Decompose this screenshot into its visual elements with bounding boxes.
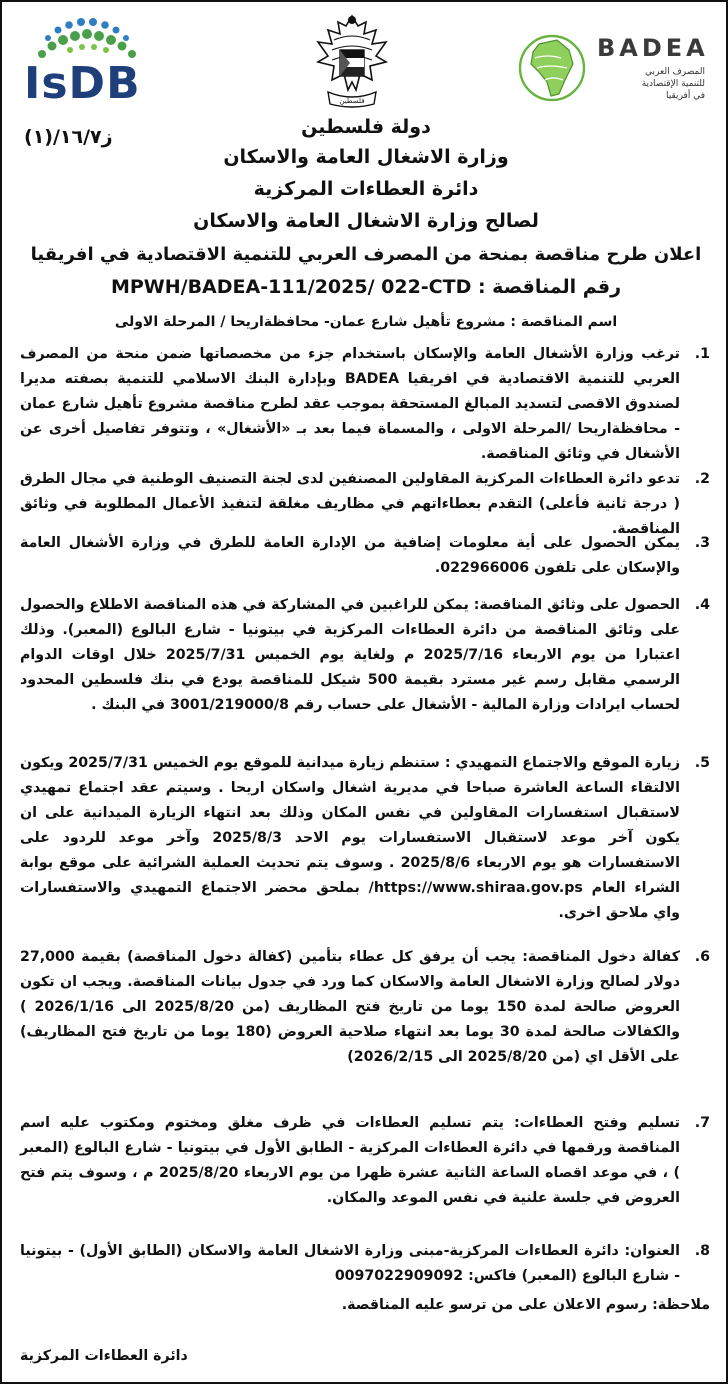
badea-logo	[517, 28, 717, 108]
item-number: 7.	[694, 1115, 710, 1131]
item-text: تسليم وفتح العطاءات: يتم تسليم العطاءات في ظرف مغلق ومختوم ومكتوب عليه اسم المناقصة ورقمها في دائرة العطاءات المركزية - الطابق الأول في بيتونيا - شارع البالوع (المعبر ) ، في موعد اقصاه الساعة الثانية عشرة ظهرا من يوم الاربعاء 2025/8/20 م ، وسوف يتم فتح العروض في جلسة علنية في نفس الموعد والمكان.	[20, 1115, 681, 1206]
item-text: زيارة الموقع والاجتماع التمهيدي : ستنظم زيارة ميدانية للموقع يوم الخميس 2025/7/31 ويكون الالتقاء الساعة العاشرة صباحا في مديرية اشغال واسكان اريحا . وسيتم عقد اجتماع تمهيدي لاستقبال استفسارات المقاولين في نفس المكان وذلك بعد انتهاء الزيارة الميدانية على ان يكون آخر موعد لاستقبال الاستفسارات يوم الاحد 2025/8/3 وآخر موعد للردود على الاستفسارات هو يوم الاربعاء 2025/8/6 . وسوف يتم تحديث العملية الشرائية على موقع بوابة الشراء العام https://www.shiraa.gov.ps/ بملحق محضر الاجتماع التمهيدي والاستفسارات واي ملاحق اخرى.	[20, 755, 680, 921]
item-number: 3.	[694, 535, 710, 551]
signature: دائرة العطاءات المركزية	[20, 1348, 188, 1364]
badea-sub-line: المصرف العربي	[645, 67, 705, 77]
africa-map-icon	[517, 28, 587, 108]
emblem-caption: فلسطين	[339, 97, 365, 105]
header-beneficiary: لصالح وزارة الاشغال العامة والاسكان	[193, 210, 539, 232]
logo-bar	[2, 8, 728, 118]
isdb-logo	[20, 14, 152, 112]
list-item	[20, 342, 710, 467]
badea-subtitle	[642, 66, 705, 102]
list-item	[20, 1239, 710, 1293]
item-number: 2.	[694, 471, 710, 487]
badea-sub-line: في أفريقيا	[666, 91, 705, 101]
list-item	[20, 945, 710, 1111]
tender-name: اسم المناقصة : مشروع تأهيل شارع عمان- محافظةاريحا / المرحلة الاولى	[114, 314, 618, 330]
note: ملاحظة: رسوم الاعلان على من ترسو عليه المناقصة.	[341, 1297, 710, 1313]
list-item	[20, 593, 710, 751]
header-state: دولة فلسطين	[301, 116, 431, 138]
item-text: تدعو دائرة العطاءات المركزية المقاولين المصنفين لدى لجنة التصنيف الوطنية في مجال الطرق ( درجة ثانية فأعلى) التقدم بعطاءاتهم في مظاريف مغلقة لتنفيذ الأعمال المطلوبة في وثائق المناقصة.	[20, 471, 680, 537]
item-number: 5.	[694, 755, 710, 771]
item-number: 1.	[694, 346, 710, 362]
item-text: الحصول على وثائق المناقصة: يمكن للراغبين في المشاركة في هذه المناقصة الاطلاع والحصول على وثائق المناقصة من دائرة العطاءات المركزية في بيتونيا - شارع البالوع (المعبر). وذلك اعتبارا من يوم الاربعاء 2025/7/16 م ولغاية يوم الخميس 2025/7/31 خلال اوقات الدوام الرسمي مقابل رسم غير مسترد بقيمة 500 شيكل للمناقصة يودع في بنك فلسطين المحدود لحساب ايرادات وزارة المالية - الأشغال على حساب رقم 3001/219000/8 في البنك .	[20, 597, 681, 713]
isdb-wordmark: IsDB	[24, 58, 141, 109]
list-item	[20, 751, 710, 945]
isdb-dots-icon	[30, 16, 142, 62]
item-number: 4.	[694, 597, 710, 613]
item-text: يمكن الحصول على أية معلومات إضافية من الإدارة العامة للطرق في وزارة الأشغال العامة والإسكان على تلفون 022966006.	[20, 535, 680, 576]
header-announcement: اعلان طرح مناقصة بمنحة من المصرف العربي للتنمية الاقتصادية في افريقيا	[30, 244, 702, 265]
badea-wordmark: BADEA	[597, 34, 709, 62]
palestine-emblem-icon	[314, 10, 390, 114]
header-department: دائرة العطاءات المركزية	[253, 178, 479, 200]
header-ministry: وزارة الاشغال العامة والاسكان	[223, 146, 509, 168]
announcement-body	[20, 342, 710, 1318]
tender-number: رقم المناقصة : MPWH/BADEA-111/2025/ 022-CTD	[110, 276, 622, 298]
list-item	[20, 467, 710, 537]
list-item	[20, 1111, 710, 1239]
item-text: ترغب وزارة الأشغال العامة والإسكان باستخدام جزء من مخصصاتها ضمن منحة من المصرف العربي للتنمية الاقتصادية في افريقيا BADEA وبإدارة البنك الاسلامي للتنمية بصفته مديرا لصندوق الاقصى لتسديد المبالغ المستحقة بموجب عقد لطرح مناقصة مشروع تأهيل شارع عمان - محافظةاريحا /المرحلة الاولى ، والمسماة فيما بعد بـ «الأشغال» ، وتتوفر تفاصيل أخرى عن الأشغال في وثائق المناقصة.	[20, 346, 680, 462]
item-number: 6.	[694, 949, 710, 965]
item-text: العنوان: دائرة العطاءات المركزية-مبنى وزارة الاشغال العامة والاسكان (الطابق الأول) - بيتونيا - شارع البالوع (المعبر) فاكس: 0097022909092	[20, 1243, 680, 1284]
item-text: كفالة دخول المناقصة: يجب أن يرفق كل عطاء بتأمين (كفالة دخول المناقصة) بقيمة 27,000 دولار لصالح وزارة الاشغال العامة والاسكان كما ورد في جدول بيانات المناقصة. ويجب ان تكون العروض صالحة لمدة 150 يوما من تاريخ فتح المظاريف (من 2025/8/20 الى 2026/1/16 ) والكفالات صالحة لمدة 30 يوما بعد انتهاء صلاحية العروض (180 يوما من تاريخ فتح المظاريف) على الأقل اي (من 2025/8/20 الى 2026/2/15)	[20, 949, 680, 1065]
list-item	[20, 531, 710, 593]
item-number: 8.	[694, 1243, 710, 1259]
badea-sub-line: للتنمية الإقتصادية	[641, 79, 705, 89]
reference-number: ز١٦/٧/(١)	[24, 126, 113, 148]
